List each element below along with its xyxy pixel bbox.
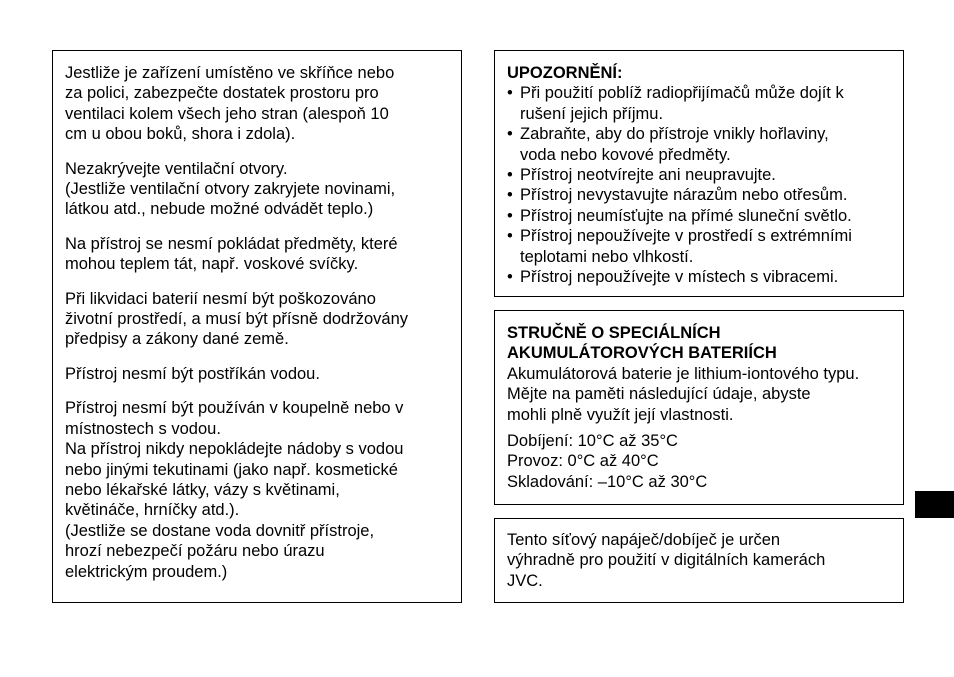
adapter-info-text: Tento síťový napáječ/dobíječ je určen výhradně pro použití v digitálních kamerách JVC. [507, 531, 826, 590]
bullet-icon: • [507, 268, 513, 287]
battery-note-text: Mějte na paměti následující údaje, abyste mohli plně využít její vlastnosti. [507, 385, 811, 424]
bullet-icon: • [507, 227, 513, 246]
ventilation-openings-paragraph: Nezakrývejte ventilační otvory. (Jestliže ventilační otvory zakryjete novinami, látkou atd., nebude možné odvádět teplo.) [65, 159, 396, 219]
bullet-icon: • [507, 84, 513, 103]
ventilation-space-paragraph: Jestliže je zařízení umístěno ve skříňce nebo za polici, zabezpečte dostatek prostoru pro ventilaci kolem všech jeho stran (alespoň 10 cm u obou boků, shora i zdola). [65, 64, 395, 144]
page-tab-marker [915, 491, 954, 518]
warning-item-text: Přístroj neotvírejte ani neupravujte. [520, 166, 776, 185]
bathroom-liquids-paragraph: Přístroj nesmí být používán v koupelně nebo v místnostech s vodou. Na přístroj nikdy nepokládejte nádoby s vodou nebo jinými tekutinami (jako např. kosmetické nebo lékařské látky, vázy s květinami, květináče, hrníčky atd.). (Jestliže se dostane voda dovnitř přístroje, hrozí nebezpečí požáru nebo úrazu elektrickým proudem.) [65, 399, 404, 581]
warning-item-text: Přístroj nepoužívejte v místech s vibracemi. [520, 268, 839, 287]
list-item [507, 83, 895, 124]
warning-item-text: Zabraňte, aby do přístroje vnikly hořlaviny, voda nebo kovové předměty. [520, 125, 829, 164]
list-item [507, 185, 895, 205]
safety-instructions-box [52, 50, 462, 603]
bullet-icon: • [507, 206, 513, 225]
heat-objects-paragraph: Na přístroj se nesmí pokládat předměty, které mohou teplem tát, např. voskové svíčky. [65, 234, 398, 274]
operation-temperature: Provoz: 0°C až 40°C [507, 452, 659, 471]
bullet-icon: • [507, 166, 513, 185]
warning-item-text: Přístroj neumísťujte na přímé sluneční světlo. [520, 206, 852, 225]
list-item [507, 267, 895, 287]
warning-list [507, 83, 895, 287]
charging-temperature: Dobíjení: 10°C až 35°C [507, 432, 678, 451]
storage-temperature: Skladování: –10°C až 30°C [507, 472, 708, 491]
bullet-icon: • [507, 125, 513, 144]
warning-item-text: Při použití poblíž radiopřijímačů může dojít k rušení jejich příjmu. [520, 84, 844, 123]
warning-title: UPOZORNĚNÍ: [507, 64, 623, 82]
warning-item-text: Přístroj nepoužívejte v prostředí s extrémními teplotami nebo vlhkostí. [520, 227, 852, 266]
warning-item-text: Přístroj nevystavujte nárazům nebo otřesům. [520, 186, 848, 205]
adapter-info-box [494, 518, 904, 603]
battery-info-title: STRUČNĚ O SPECIÁLNÍCH AKUMULÁTOROVÝCH BATERIÍCH [507, 324, 777, 363]
battery-info-box [494, 310, 904, 505]
list-item [507, 226, 895, 267]
battery-type-text: Akumulátorová baterie je lithium-iontového typu. [507, 364, 860, 383]
battery-disposal-paragraph: Při likvidaci baterií nesmí být poškozováno životní prostředí, a musí být přísně dodržovány předpisy a zákony dané země. [65, 289, 408, 349]
bullet-icon: • [507, 186, 513, 205]
list-item [507, 124, 895, 165]
list-item [507, 206, 895, 226]
water-spray-paragraph: Přístroj nesmí být postříkán vodou. [65, 364, 320, 383]
warning-box [494, 50, 904, 297]
temperature-list [507, 431, 895, 492]
list-item [507, 165, 895, 185]
